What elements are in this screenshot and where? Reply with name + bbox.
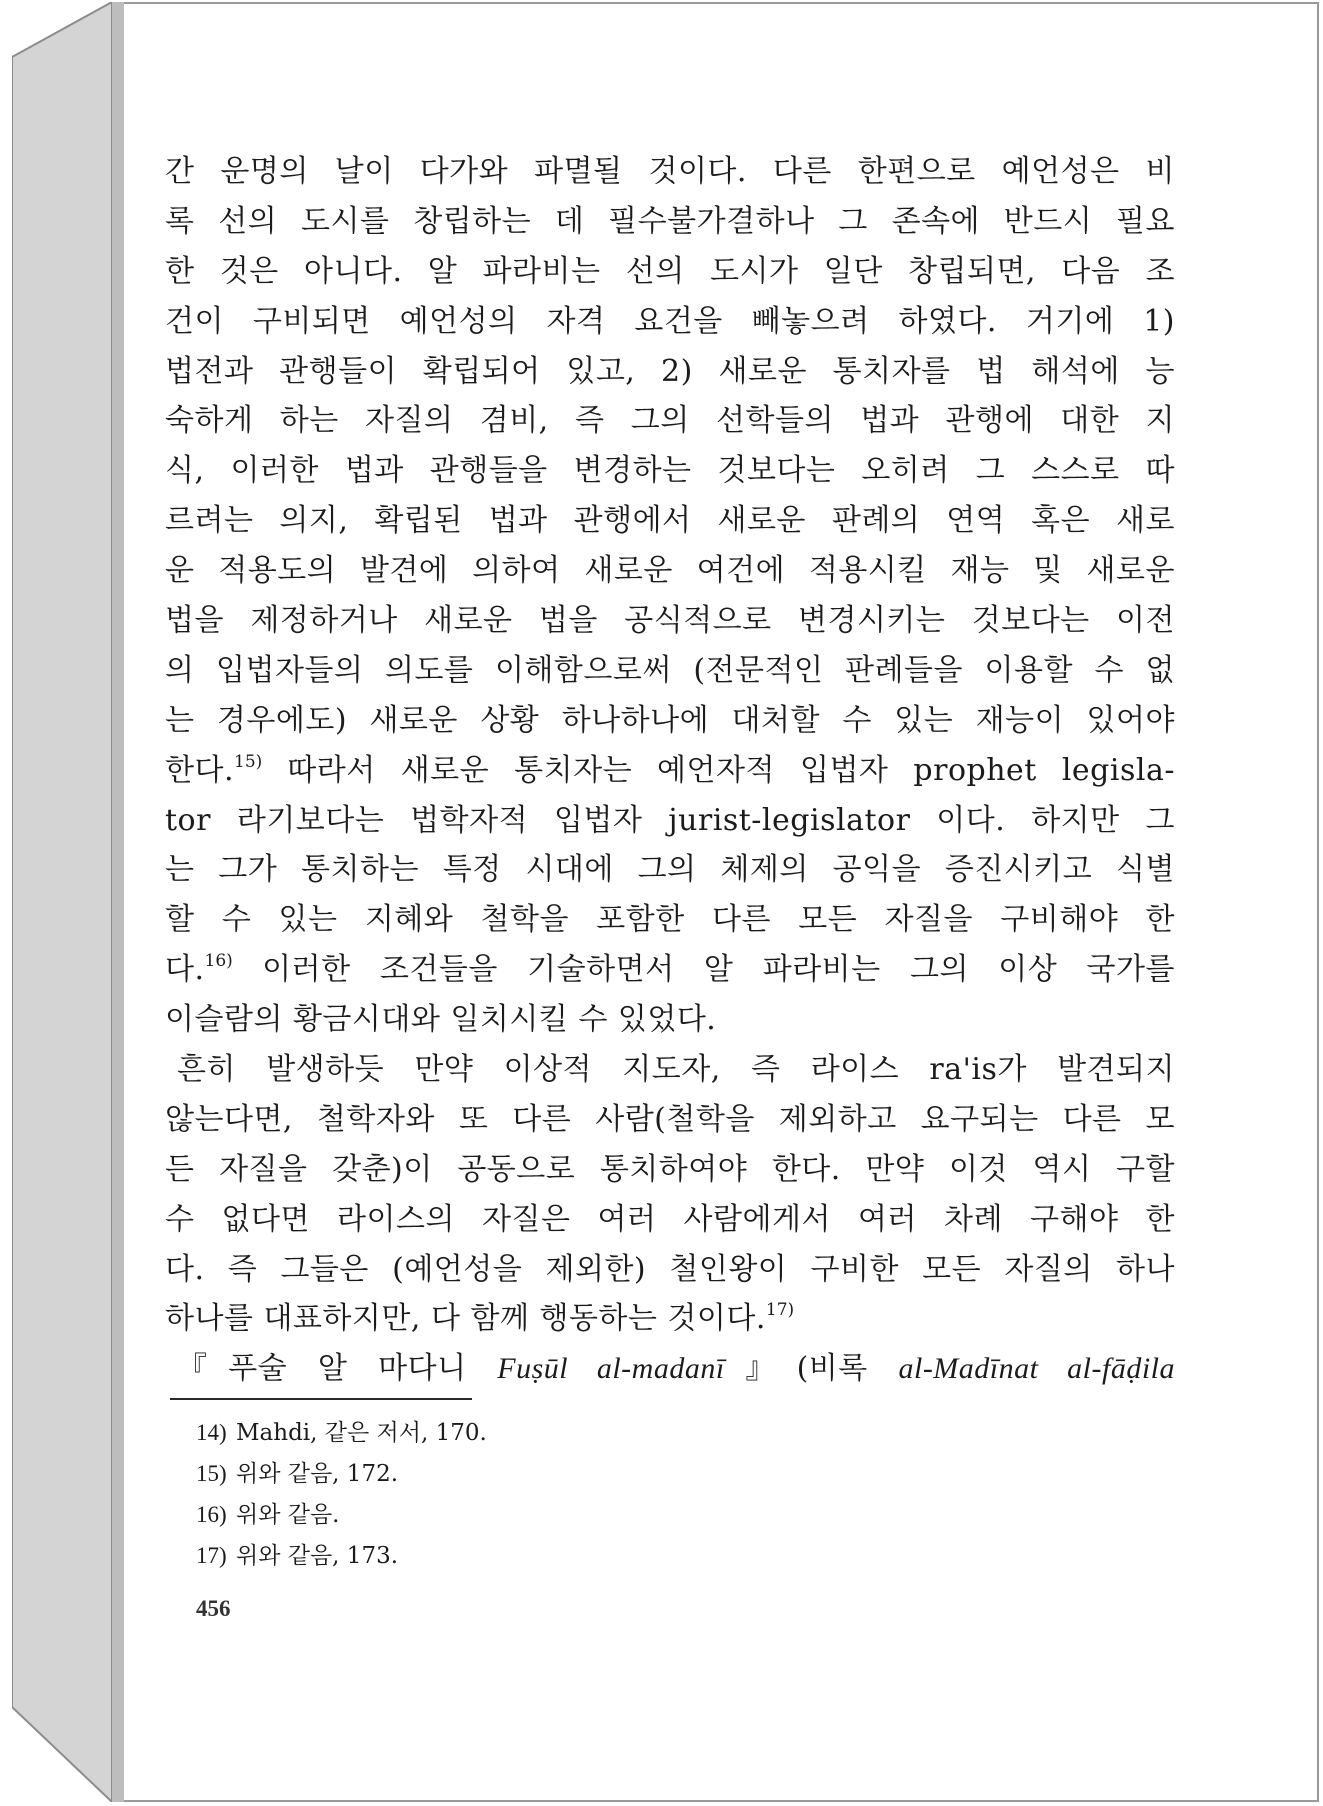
- book-title-latin: Fuṣūl al-madanī: [497, 1352, 725, 1386]
- footnote-15: [196, 1453, 487, 1494]
- text-line: 는 그가 통치하는 특정 시대에 그의 체제의 공익을 증진시키고 식별: [165, 852, 1175, 888]
- text-line: 운 적용도의 발견에 의하여 새로운 여건에 적용시킬 재능 및 새로운: [165, 553, 1175, 589]
- footnote-number: 17): [196, 1543, 227, 1568]
- text-line: 간 운명의 날이 다가와 파멸될 것이다. 다른 한편으로 예언성은 비: [165, 154, 1175, 189]
- text-segment: 다.: [165, 952, 205, 988]
- text-line: 록 선의 도시를 창립하는 데 필수불가결하나 그 존속에 반드시 필요: [165, 203, 1175, 239]
- footnote-text: Mahdi, 같은 저서, 170.: [236, 1420, 487, 1446]
- text-line: 수 없다면 라이스의 자질은 여러 사람에게서 여러 차례 구해야 한: [165, 1201, 1175, 1237]
- footnote-ref-17[interactable]: 17): [765, 1300, 795, 1321]
- paragraph-end-line: 이슬람의 황금시대와 일치시킬 수 있었다.: [165, 1002, 717, 1038]
- footnotes: [196, 1412, 487, 1576]
- text-segment: 따라서 새로운 통치자는 예언자적 입법자 prophet legisla-: [262, 752, 1175, 788]
- text-line: 한 것은 아니다. 알 파라비는 선의 도시가 일단 창립되면, 다음 조: [165, 253, 1175, 289]
- footnote-17: [196, 1535, 487, 1576]
- text-line: 건이 구비되면 예언성의 자격 요건을 빼놓으려 하였다. 거기에 1): [165, 303, 1175, 339]
- body-text: [165, 147, 1175, 1394]
- text-segment: 』(비록: [724, 1351, 899, 1387]
- text-line: 식, 이러한 법과 관행들을 변경하는 것보다는 오히려 그 스스로 따: [165, 453, 1175, 489]
- paragraph-end-line: [165, 1294, 1175, 1344]
- text-line: [165, 945, 1175, 995]
- footnote-text: 위와 같음.: [236, 1502, 340, 1528]
- footnote-ref-16[interactable]: 16): [204, 951, 233, 972]
- text-segment: 하나를 대표하지만, 다 함께 행동하는 것이다.: [165, 1301, 766, 1337]
- text-line: 숙하게 하는 자질의 겸비, 즉 그의 선학들의 법과 관행에 대한 지: [165, 403, 1175, 439]
- footnote-ref-15[interactable]: 15): [234, 751, 263, 772]
- paragraph-3-start: [165, 1344, 1175, 1394]
- footnote-number: 14): [196, 1420, 227, 1445]
- footnote-number: 15): [196, 1461, 227, 1486]
- text-segment: 이러한 조건들을 기술하면서 알 파라비는 그의 이상 국가를: [232, 952, 1175, 988]
- text-line: 는 경우에도) 새로운 상황 하나하나에 대처할 수 있는 재능이 있어야: [165, 702, 1175, 738]
- text-line: 다. 즉 그들은 (예언성을 제외한) 철인왕이 구비한 모든 자질의 하나: [165, 1251, 1175, 1287]
- footnote-14: [196, 1412, 487, 1453]
- text-line: 할 수 있는 지혜와 철학을 포함한 다른 모든 자질을 구비해야 한: [165, 902, 1175, 938]
- text-segment: 한다.: [165, 752, 234, 788]
- book-title-latin-2: al-Madīnat al-fāḍila: [898, 1352, 1175, 1386]
- paragraph-2-start: 흔히 발생하듯 만약 이상적 지도자, 즉 라이스 ra'is가 발견되지: [177, 1052, 1175, 1088]
- text-segment: 『푸술 알 마다니: [177, 1351, 498, 1387]
- footnote-divider: [170, 1398, 472, 1400]
- footnote-16: [196, 1494, 487, 1535]
- footnote-text: 위와 같음, 173.: [236, 1543, 399, 1569]
- footnote-number: 16): [196, 1502, 227, 1527]
- text-line: 법전과 관행들이 확립되어 있고, 2) 새로운 통치자를 법 해석에 능: [165, 353, 1175, 389]
- text-line: 르려는 의지, 확립된 법과 관행에서 새로운 판례의 연역 혹은 새로: [165, 503, 1175, 539]
- page-number: 456: [196, 1596, 231, 1621]
- text-line: 법을 제정하거나 새로운 법을 공식적으로 변경시키는 것보다는 이전: [165, 603, 1175, 639]
- footnote-text: 위와 같음, 172.: [236, 1461, 399, 1487]
- book-spine-side: [12, 2, 124, 1802]
- text-line: 든 자질을 갖춘)이 공동으로 통치하여야 한다. 만약 이것 역시 구할: [165, 1151, 1175, 1187]
- text-line: 의 입법자들의 의도를 이해함으로써 (전문적인 판례들을 이용할 수 없: [165, 652, 1175, 688]
- text-line: [165, 746, 1175, 796]
- text-line: 않는다면, 철학자와 또 다른 사람(철학을 제외하고 요구되는 다른 모: [165, 1101, 1175, 1137]
- text-line: tor 라기보다는 법학자적 입법자 jurist-legislator 이다. 하지만 그: [165, 802, 1175, 838]
